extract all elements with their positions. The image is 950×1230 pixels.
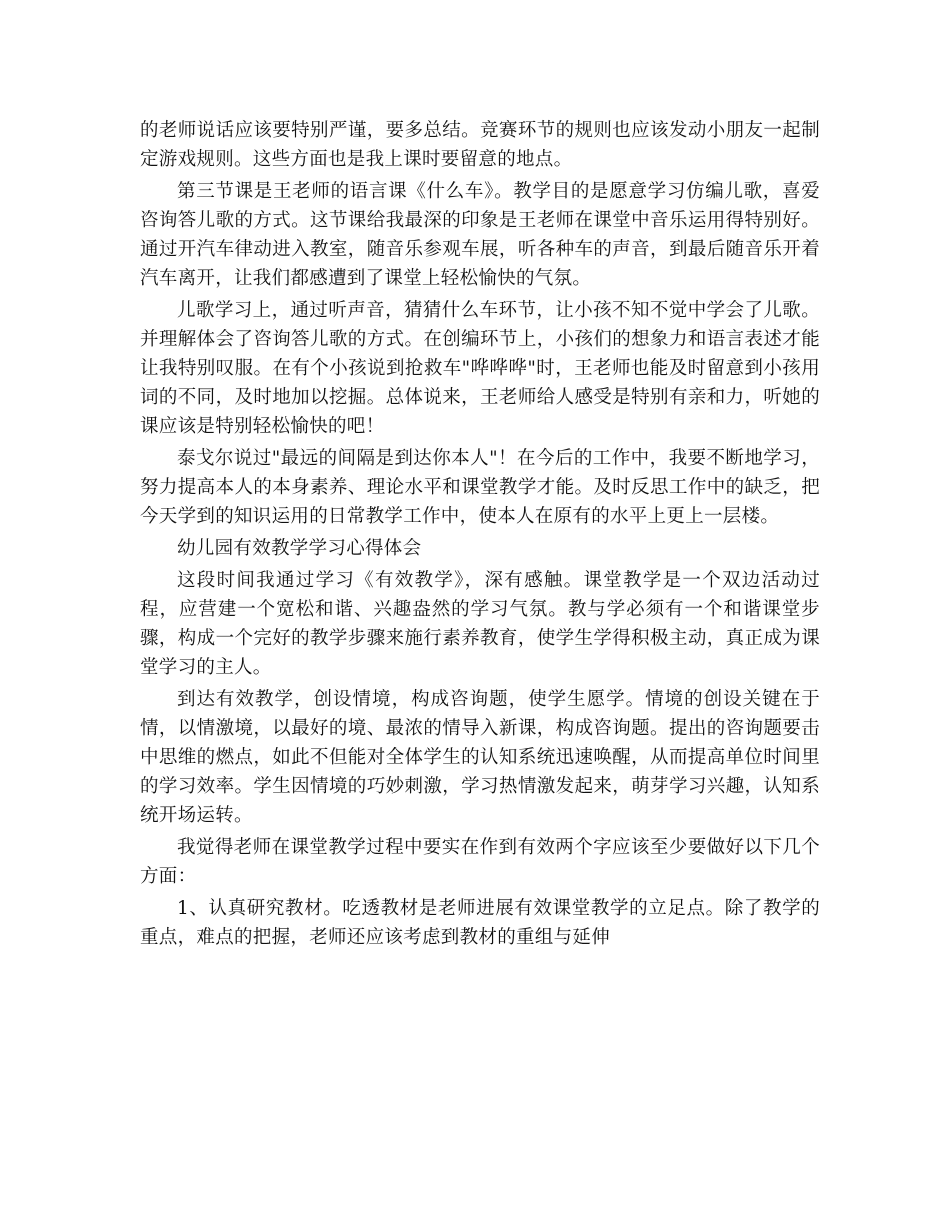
paragraph-7: 我觉得老师在课堂教学过程中要实在作到有效两个字应该至少要做好以下几个方面：	[140, 837, 820, 887]
paragraph-8: 1、认真研究教材。吃透教材是老师进展有效课堂教学的立足点。除了教学的重点，难点的把握，老师还应该考虑到教材的重组与延伸	[140, 898, 820, 948]
paragraph-5: 这段时间我通过学习《有效教学》，深有感触。课堂教学是一个双边活动过程，应营建一个宽松和谐、兴趣盎然的学习气氛。教与学必须有一个和谐课堂步骤，构成一个完好的教学步骤来施行素养教育，使学生学得积极主动，真正成为课堂学习的主人。	[140, 570, 820, 678]
paragraph-6: 到达有效教学，创设情境，构成咨询题，使学生愿学。情境的创设关键在于情，以情激境，以最好的境、最浓的情导入新课，构成咨询题。提出的咨询题要击中思维的燃点，如此不但能对全体学生的认知系统迅速唤醒，从而提高单位时间里的学习效率。学生因情境的巧妙刺激，学习热情激发起来，萌芽学习兴趣，认知系统开场运转。	[140, 689, 820, 826]
paragraph-4: 泰戈尔说过"最远的间隔是到达你本人"！在今后的工作中，我要不断地学习，努力提高本人的本身素养、理论水平和课堂教学才能。及时反思工作中的缺乏，把今天学到的知识运用的日常教学工作中，使本人在原有的水平上更上一层楼。	[140, 448, 820, 527]
paragraph-3: 儿歌学习上，通过听声音，猜猜什么车环节，让小孩不知不觉中学会了儿歌。并理解体会了咨询答儿歌的方式。在创编环节上，小孩们的想象力和语言表述才能让我特别叹服。在有个小孩说到抢救车"哗哗哗"时，王老师也能及时留意到小孩用词的不同，及时地加以挖掘。总体说来，王老师给人感受是特别有亲和力，听她的课应该是特别轻松愉快的吧！	[140, 300, 820, 437]
paragraph-1: 的老师说话应该要特别严谨，要多总结。竞赛环节的规则也应该发动小朋友一起制定游戏规则。这些方面也是我上课时要留意的地点。	[140, 120, 820, 170]
document-page	[140, 116, 820, 955]
section-title: 幼儿园有效教学学习心得体会	[177, 538, 422, 559]
paragraph-2: 第三节课是王老师的语言课《什么车》。教学目的是愿意学习仿编儿歌，喜爱咨询答儿歌的方式。这节课给我最深的印象是王老师在课堂中音乐运用得特别好。通过开汽车律动进入教室，随音乐参观车展，听各种车的声音，到最后随音乐开着汽车离开，让我们都感遭到了课堂上轻松愉快的气氛。	[140, 181, 820, 289]
